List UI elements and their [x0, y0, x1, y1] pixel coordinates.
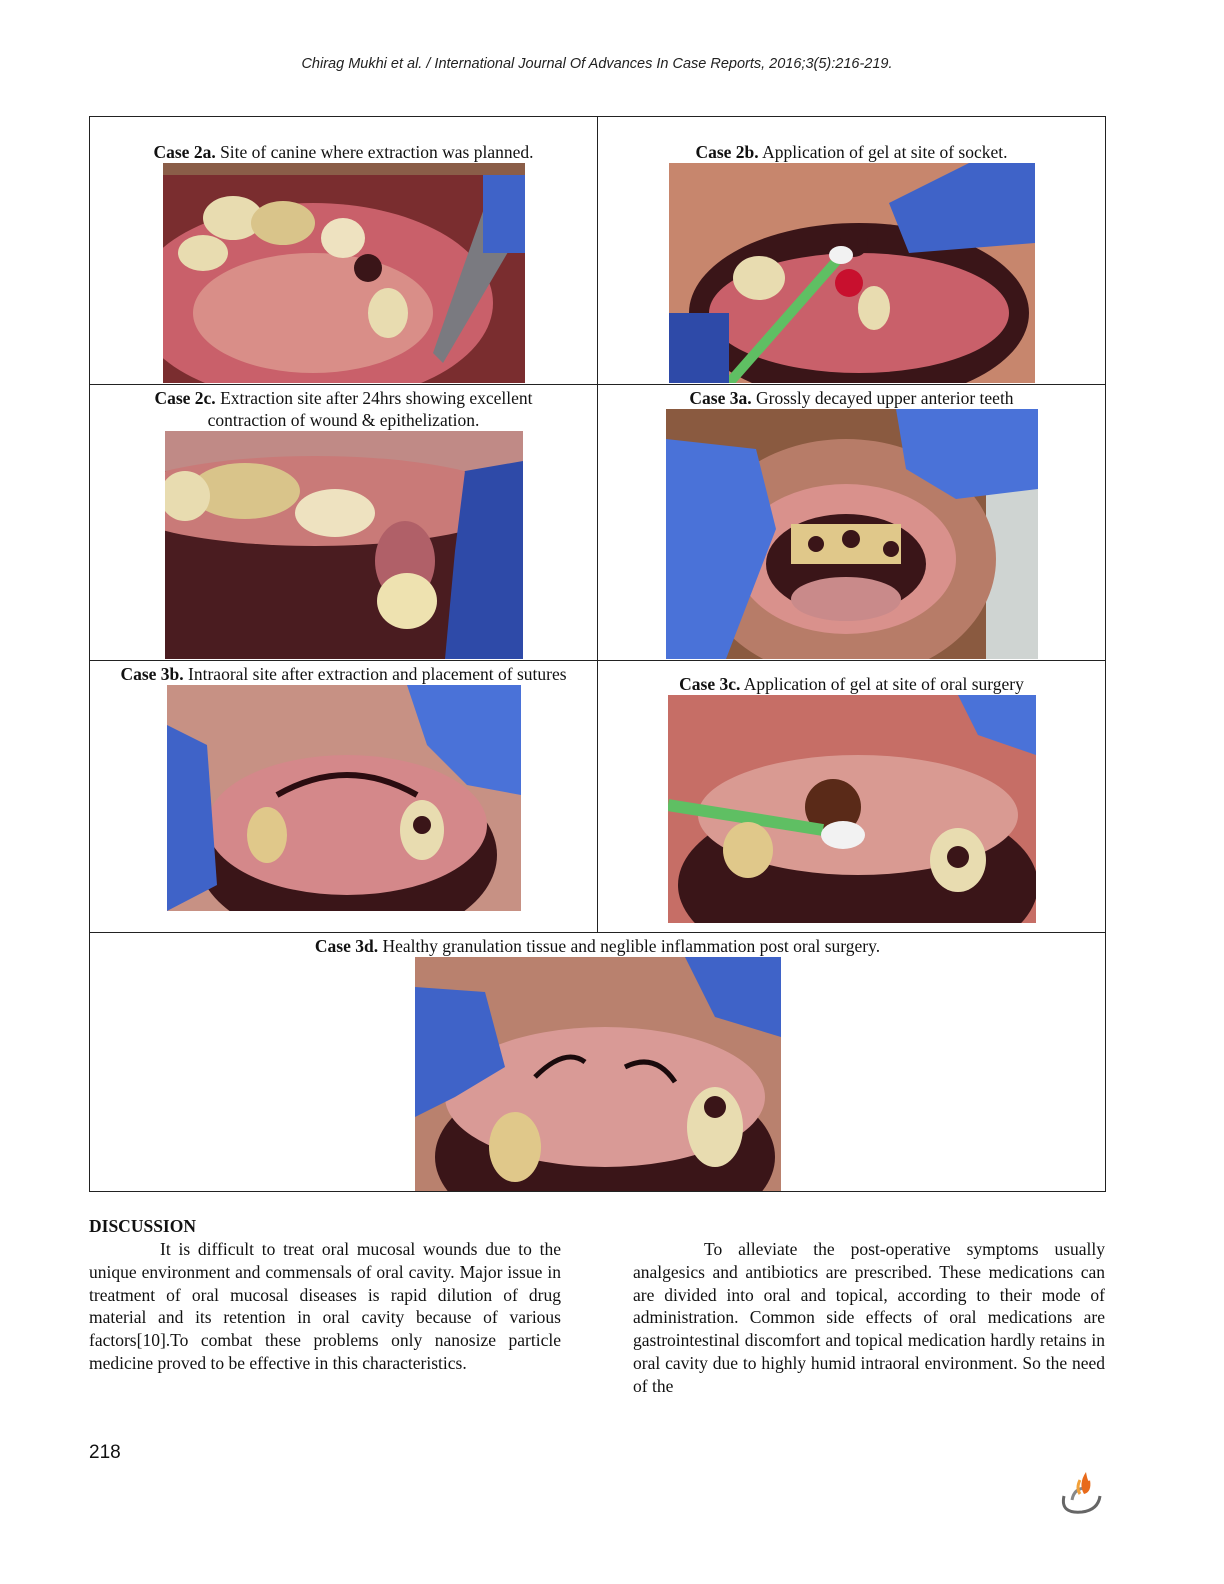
figure-caption-2a — [90, 141, 597, 163]
figure-label-3c: Case 3c. — [679, 674, 741, 694]
section-title-discussion: DISCUSSION — [89, 1216, 196, 1236]
tooth — [321, 218, 365, 258]
tooth — [377, 573, 437, 629]
discussion-column-left — [89, 1238, 561, 1375]
figure-text-2b: Application of gel at site of socket. — [762, 142, 1008, 162]
photo-case-3d — [415, 957, 781, 1191]
photo-case-2b — [669, 163, 1035, 383]
tongue — [791, 577, 901, 621]
figure-caption-2c — [124, 387, 564, 431]
figure-caption-3b — [114, 663, 574, 685]
tooth — [295, 489, 375, 537]
blood-site — [835, 269, 863, 297]
photo-case-2a — [163, 163, 525, 383]
tooth — [723, 822, 773, 878]
figure-cell-2a — [90, 117, 598, 385]
figure-text-2c: Extraction site after 24hrs showing excellent contraction of wound & epithelization. — [207, 388, 533, 430]
swab-tip — [829, 246, 853, 264]
socket — [354, 254, 382, 282]
photo-case-3c — [668, 695, 1036, 923]
figure-text-3b: Intraoral site after extraction and placement of sutures — [188, 664, 567, 684]
figure-label-3a: Case 3a. — [689, 388, 752, 408]
photo-case-3b — [167, 685, 521, 911]
running-head: Chirag Mukhi et al. / International Journal Of Advances In Case Reports, 2016;3(5):216-219. — [301, 56, 893, 72]
discussion-paragraph-left: It is difficult to treat oral mucosal wounds due to the unique environment and commensals of oral cavity. Major issue in treatment of oral mucosal diseases is rapid dilution of drug material and its retention in oral cavity because of various factors[10].To combat these problems only nanosize particle medicine proved to be effective in this characteristics. — [89, 1239, 561, 1373]
figure-text-3c: Application of gel at site of oral surgery — [743, 674, 1024, 694]
tooth — [489, 1112, 541, 1182]
figure-label-3d: Case 3d. — [314, 936, 379, 956]
figure-cell-2b — [598, 117, 1106, 385]
figure-text-2a: Site of canine where extraction was planned. — [220, 142, 534, 162]
figure-cell-2c — [90, 385, 598, 661]
tooth — [858, 286, 890, 330]
figure-label-2c: Case 2c. — [154, 388, 216, 408]
figure-caption-3c — [598, 673, 1105, 695]
tooth — [733, 256, 785, 300]
tooth — [251, 201, 315, 245]
figure-label-2a: Case 2a. — [153, 142, 216, 162]
figure-cell-3b — [90, 661, 598, 933]
tooth — [247, 807, 287, 863]
photo-case-3a — [666, 409, 1038, 659]
discussion-column-right — [633, 1238, 1105, 1398]
figure-cell-3c — [598, 661, 1106, 933]
figure-label-3b: Case 3b. — [120, 664, 184, 684]
figure-table — [89, 116, 1106, 1192]
figure-label-2b: Case 2b. — [695, 142, 759, 162]
discussion-paragraph-right: To alleviate the post-operative symptoms usually analgesics and antibiotics are prescribed. These medications can are divided into oral and topical, according to their mode of administration. Common side effects of oral medications are gastrointestinal discomfort and topical medication hardly retains in oral cavity due to highly humid intraoral environment. So the need of the — [633, 1239, 1105, 1396]
figure-cell-3a — [598, 385, 1106, 661]
figure-caption-3a — [598, 387, 1105, 409]
journal-logo-icon — [1058, 1466, 1106, 1518]
tooth — [368, 288, 408, 338]
glove — [669, 313, 729, 383]
figure-text-3a: Grossly decayed upper anterior teeth — [756, 388, 1014, 408]
figure-cell-3d — [90, 933, 1106, 1192]
glove — [483, 163, 525, 253]
page-number: 218 — [89, 1442, 121, 1463]
figure-caption-2b — [598, 141, 1105, 163]
swab-tip — [821, 821, 865, 849]
figure-caption-3d — [90, 935, 1105, 957]
tooth — [178, 235, 228, 271]
figure-text-3d: Healthy granulation tissue and neglible inflammation post oral surgery. — [382, 936, 881, 956]
photo-case-2c — [165, 431, 523, 659]
